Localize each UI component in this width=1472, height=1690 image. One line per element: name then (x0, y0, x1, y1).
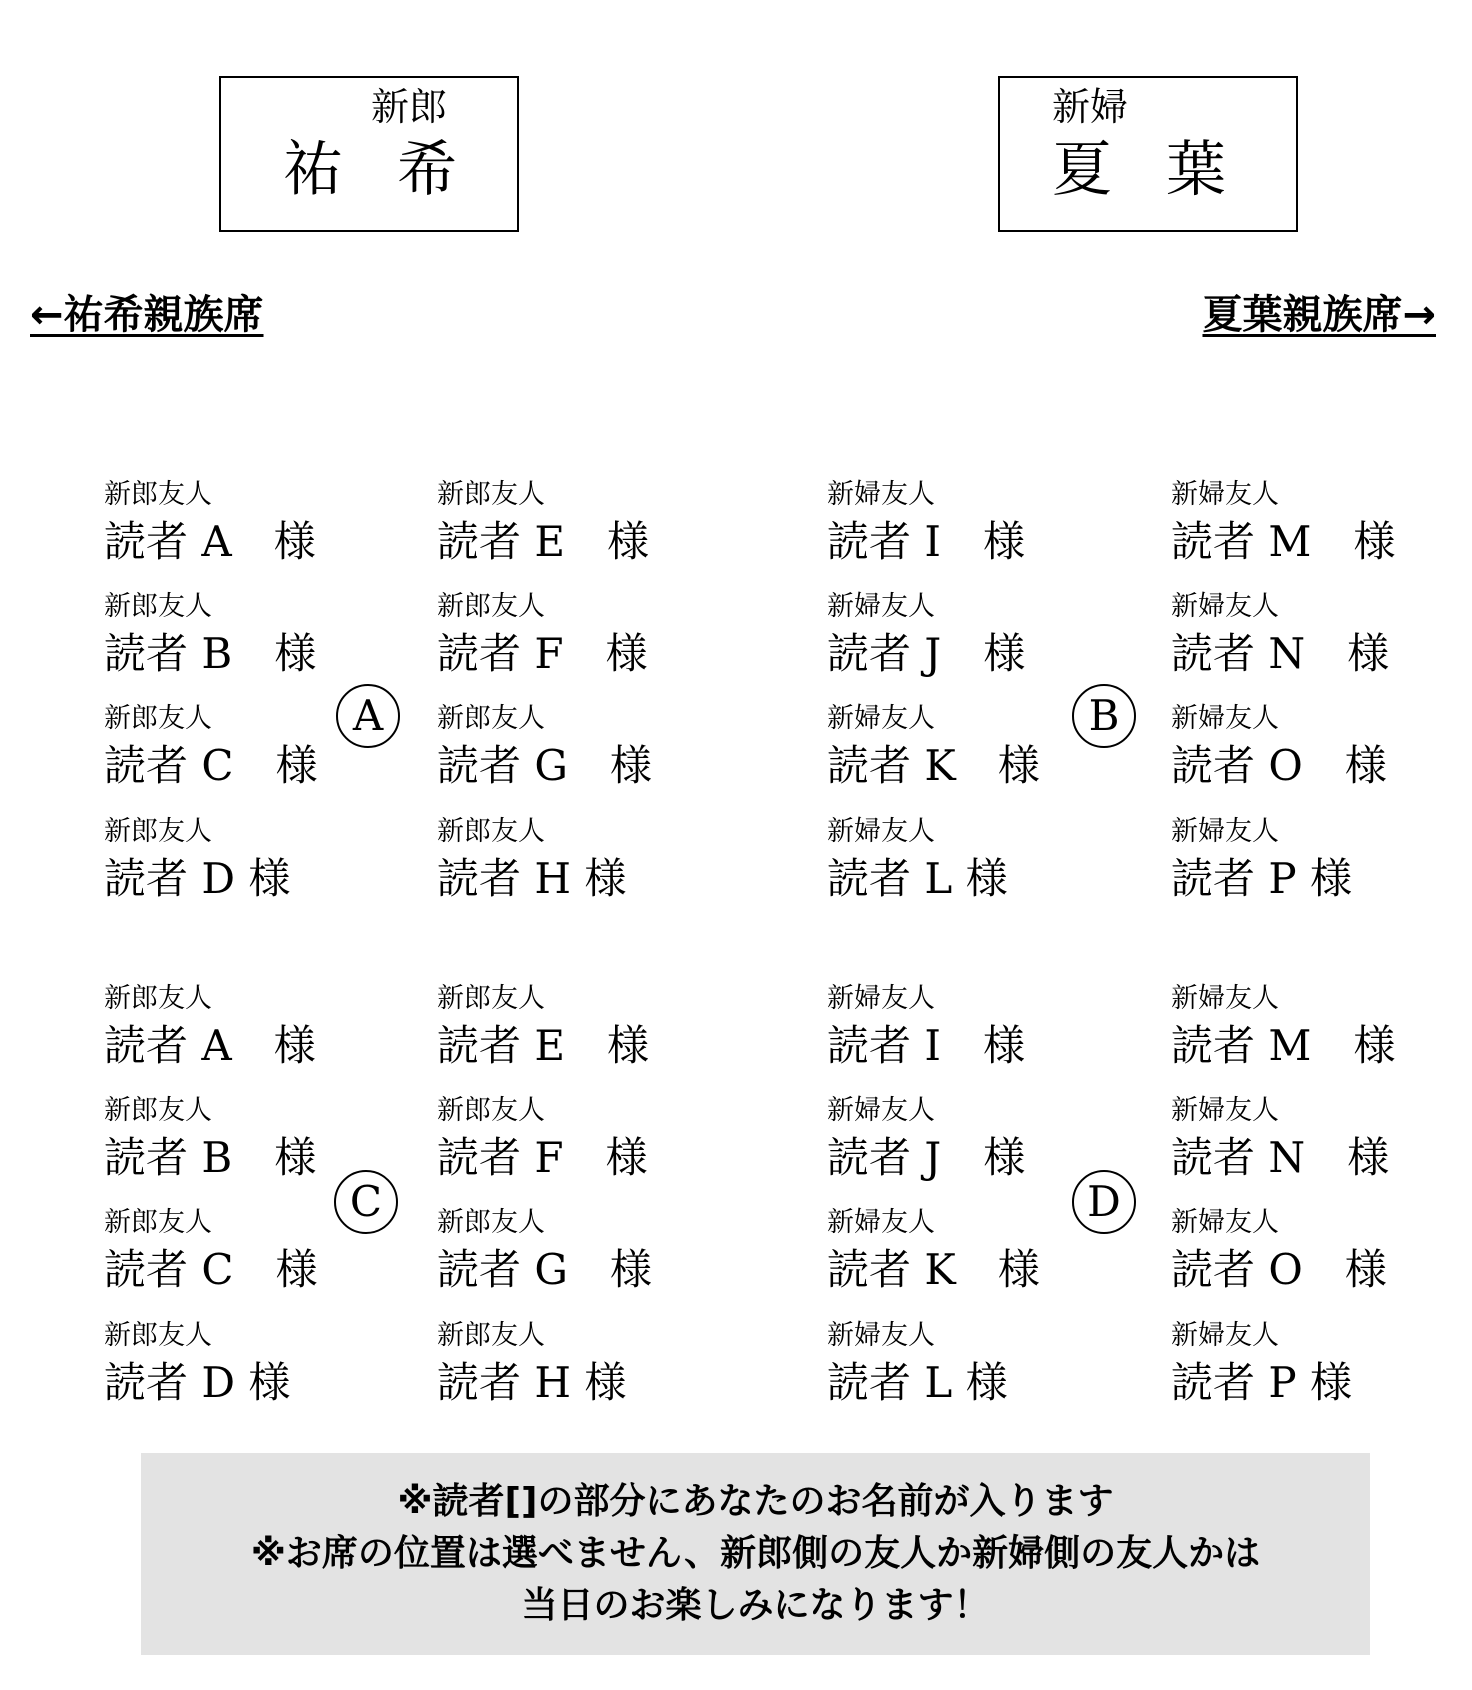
guest-name: 読者 E 様 (437, 1021, 650, 1070)
guest-name: 読者 M 様 (1171, 1021, 1396, 1070)
guest-name: 読者 M 様 (1171, 517, 1396, 566)
guest-name: 読者 H 様 (437, 1358, 627, 1407)
guest-name: 読者 A 様 (104, 517, 316, 566)
guest-relation: 新婦友人 (1171, 1207, 1279, 1238)
guest-name: 読者 P 様 (1171, 1358, 1352, 1407)
guest-seat (1171, 1322, 1471, 1434)
guest-relation: 新婦友人 (827, 816, 935, 847)
table-a (104, 481, 764, 921)
guest-name: 読者 J 様 (827, 629, 1026, 678)
groom-family-seats-heading: ←祐希親族席 (30, 292, 264, 338)
guest-seat (827, 593, 1127, 705)
guest-relation: 新郎友人 (104, 1095, 212, 1126)
groom-name-card (219, 76, 519, 232)
bride-name (1052, 135, 1230, 205)
guest-seat (437, 1322, 737, 1434)
guest-seat (104, 481, 404, 593)
guest-name: 読者 D 様 (104, 1358, 291, 1407)
guest-name: 読者 N 様 (1171, 1133, 1390, 1182)
table-d (827, 985, 1472, 1425)
notice-box (141, 1453, 1370, 1655)
table-marker-b: B (1072, 684, 1136, 748)
guest-relation: 新郎友人 (437, 1095, 545, 1126)
guest-name: 読者 O 様 (1171, 741, 1387, 790)
guest-relation: 新郎友人 (104, 479, 212, 510)
guest-seat (104, 985, 404, 1097)
guest-name: 読者 K 様 (827, 741, 1040, 790)
groom-role-label: 新郎 (371, 85, 448, 129)
guest-name: 読者 I 様 (827, 1021, 1025, 1070)
guest-name: 読者 L 様 (827, 854, 1008, 903)
bride-family-seats-heading: 夏葉親族席→ (1202, 292, 1436, 338)
guest-name: 読者 G 様 (437, 1245, 652, 1294)
guest-seat (437, 1097, 737, 1209)
guest-relation: 新郎友人 (437, 816, 545, 847)
guest-seat (1171, 818, 1471, 930)
groom-name (283, 135, 461, 205)
guest-name: 読者 J 様 (827, 1133, 1026, 1182)
guest-name: 読者 D 様 (104, 854, 291, 903)
notice-line-2: ※お席の位置は選べません、新郎側の友人か新婦側の友人かは (250, 1533, 1261, 1574)
guest-name: 読者 B 様 (104, 629, 317, 678)
table-marker-c: C (334, 1170, 398, 1234)
guest-relation: 新婦友人 (827, 1207, 935, 1238)
guest-name: 読者 C 様 (104, 1245, 318, 1294)
guest-seat (827, 1322, 1127, 1434)
guest-relation: 新婦友人 (1171, 1095, 1279, 1126)
guest-name: 読者 N 様 (1171, 629, 1390, 678)
groom-name-char-2: 希 (397, 135, 461, 205)
guest-relation: 新婦友人 (1171, 983, 1279, 1014)
guest-relation: 新婦友人 (827, 983, 935, 1014)
guest-name: 読者 G 様 (437, 741, 652, 790)
guest-seat (437, 705, 737, 817)
guest-relation: 新婦友人 (1171, 479, 1279, 510)
guest-seat (1171, 705, 1471, 817)
table-marker-d: D (1072, 1170, 1136, 1234)
bride-name-char-2: 葉 (1166, 135, 1230, 205)
guest-name: 読者 B 様 (104, 1133, 317, 1182)
guest-seat (437, 985, 737, 1097)
guest-seat (827, 818, 1127, 930)
guest-name: 読者 C 様 (104, 741, 318, 790)
guest-relation: 新婦友人 (827, 591, 935, 622)
bride-name-card (998, 76, 1298, 232)
guest-relation: 新郎友人 (104, 591, 212, 622)
guest-relation: 新婦友人 (827, 1320, 935, 1351)
guest-name: 読者 F 様 (437, 629, 648, 678)
guest-seat (437, 1209, 737, 1321)
guest-name: 読者 K 様 (827, 1245, 1040, 1294)
notice-line-1: ※読者[]の部分にあなたのお名前が入ります (397, 1481, 1114, 1522)
guest-name: 読者 F 様 (437, 1133, 648, 1182)
guest-seat (1171, 985, 1471, 1097)
guest-relation: 新婦友人 (1171, 703, 1279, 734)
guest-relation: 新郎友人 (104, 1320, 212, 1351)
guest-seat (1171, 481, 1471, 593)
guest-seat (104, 818, 404, 930)
guest-relation: 新郎友人 (437, 703, 545, 734)
guest-relation: 新郎友人 (104, 983, 212, 1014)
guest-seat (437, 481, 737, 593)
guest-name: 読者 H 様 (437, 854, 627, 903)
guest-seat (104, 1322, 404, 1434)
guest-relation: 新婦友人 (1171, 591, 1279, 622)
guest-name: 読者 O 様 (1171, 1245, 1387, 1294)
guest-name: 読者 L 様 (827, 1358, 1008, 1407)
guest-relation: 新郎友人 (104, 703, 212, 734)
bride-name-char-1: 夏 (1052, 135, 1116, 205)
guest-relation: 新郎友人 (104, 1207, 212, 1238)
guest-relation: 新郎友人 (437, 1207, 545, 1238)
guest-relation: 新婦友人 (827, 479, 935, 510)
guest-seat (437, 593, 737, 705)
guest-seat (437, 818, 737, 930)
guest-relation: 新婦友人 (827, 703, 935, 734)
guest-name: 読者 I 様 (827, 517, 1025, 566)
guest-seat (1171, 1097, 1471, 1209)
guest-name: 読者 A 様 (104, 1021, 316, 1070)
guest-relation: 新郎友人 (437, 983, 545, 1014)
guest-relation: 新婦友人 (1171, 1320, 1279, 1351)
guest-seat (827, 985, 1127, 1097)
guest-relation: 新婦友人 (1171, 816, 1279, 847)
guest-seat (1171, 1209, 1471, 1321)
guest-seat (1171, 593, 1471, 705)
guest-relation: 新郎友人 (437, 479, 545, 510)
table-marker-a: A (336, 684, 400, 748)
table-b (827, 481, 1472, 921)
bride-role-label: 新婦 (1052, 85, 1129, 129)
guest-name: 読者 E 様 (437, 517, 650, 566)
guest-relation: 新郎友人 (437, 591, 545, 622)
table-c (104, 985, 764, 1425)
groom-name-char-1: 祐 (283, 135, 347, 205)
guest-relation: 新郎友人 (437, 1320, 545, 1351)
guest-seat (827, 481, 1127, 593)
guest-relation: 新婦友人 (827, 1095, 935, 1126)
guest-name: 読者 P 様 (1171, 854, 1352, 903)
notice-line-3: 当日のお楽しみになります！ (521, 1585, 990, 1626)
guest-relation: 新郎友人 (104, 816, 212, 847)
